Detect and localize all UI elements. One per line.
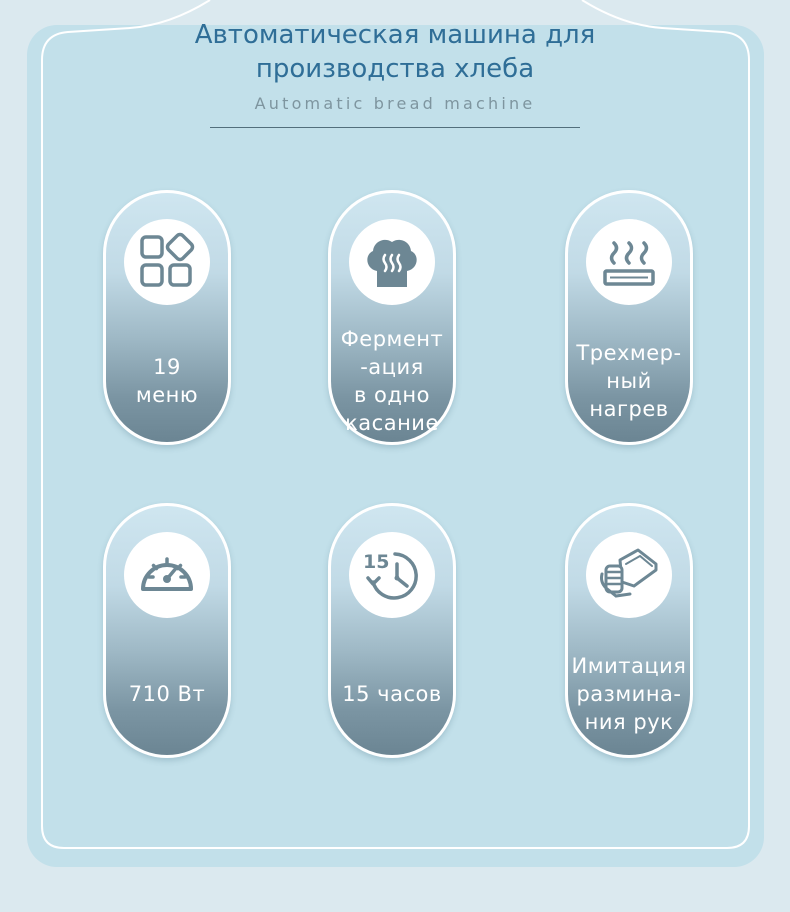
speedometer-icon (124, 532, 210, 618)
chef-hat-icon (349, 219, 435, 305)
feature-card-kneading (565, 503, 693, 758)
feature-card-fermentation (328, 190, 456, 445)
menu-grid-icon (124, 219, 210, 305)
feature-label: Трехмер- ный нагрев (576, 341, 682, 421)
heat-waves-icon (586, 219, 672, 305)
feature-label: 19 меню (135, 355, 199, 407)
feature-card-timer (328, 503, 456, 758)
feature-card-menus (103, 190, 231, 445)
feature-label: Имитация размина- ния рук (571, 654, 687, 734)
feature-card-heating (565, 190, 693, 445)
svg-text:15: 15 (363, 551, 390, 573)
feature-label: Фермент -ация в одно касание (340, 327, 444, 435)
title-divider (210, 127, 580, 128)
timer-15-icon (349, 532, 435, 618)
kneading-icon (586, 532, 672, 618)
feature-card-power (103, 503, 231, 758)
feature-label: 15 часов (342, 682, 442, 706)
feature-label: 710 Вт (128, 682, 206, 706)
page-subtitle: Automatic bread machine (254, 94, 536, 113)
page-title: Автоматическая машина для производства хлеба (194, 20, 596, 84)
